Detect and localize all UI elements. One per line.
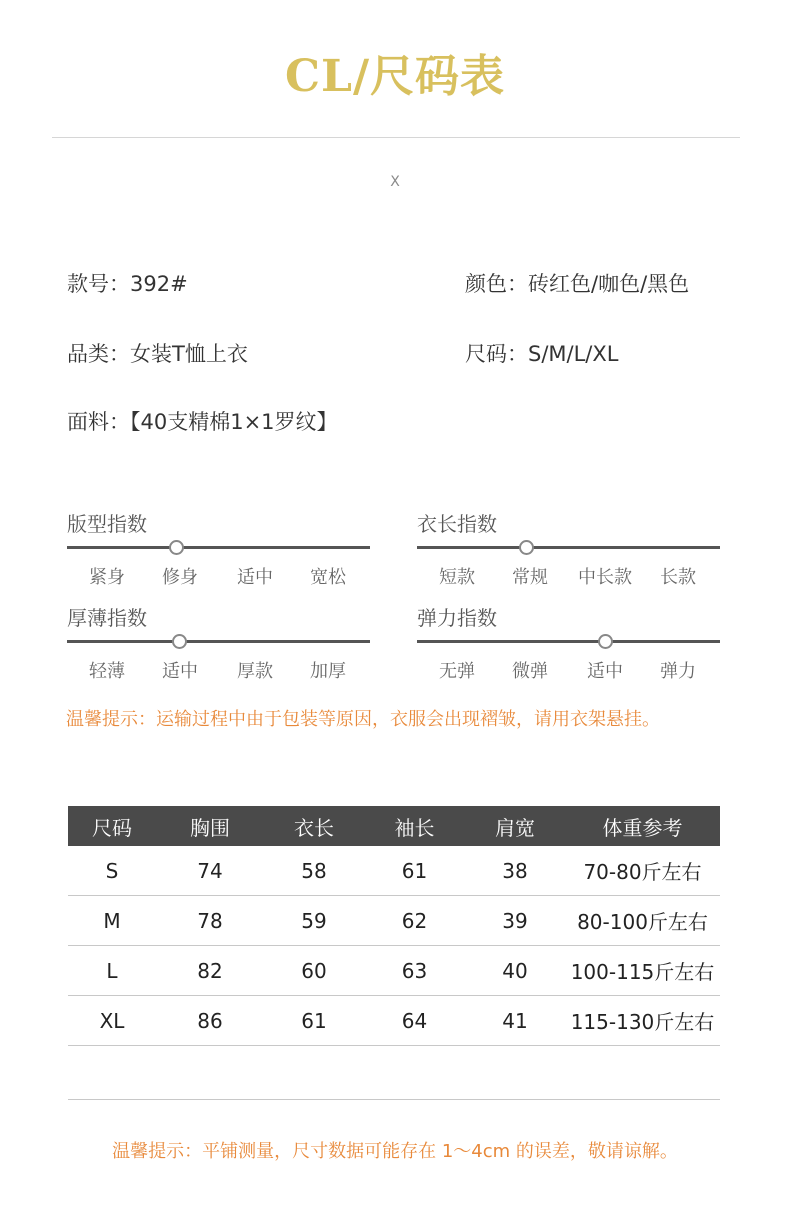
table-header: 体重参考 bbox=[565, 806, 720, 846]
scale-indicator bbox=[169, 540, 184, 555]
table-cell: 74 bbox=[156, 846, 264, 896]
scale-option: 宽松 bbox=[310, 567, 346, 588]
elasticity-index-scale bbox=[417, 602, 722, 682]
table-cell: 61 bbox=[364, 846, 465, 896]
table-cell: 41 bbox=[465, 996, 565, 1046]
scale-option: 加厚 bbox=[310, 661, 346, 682]
scale-track bbox=[67, 640, 370, 643]
scale-option: 微弹 bbox=[512, 661, 548, 682]
table-cell: 63 bbox=[364, 946, 465, 996]
category: 品类：女装T恤上衣 bbox=[67, 342, 248, 366]
table-cell: 70-80斤左右 bbox=[565, 846, 720, 896]
table-cell: 62 bbox=[364, 896, 465, 946]
page-title: CL/尺码表 bbox=[284, 51, 506, 102]
measurement-tip: 温馨提示：平铺测量，尺寸数据可能存在 1～4cm 的误差，敬请谅解。 bbox=[112, 1141, 678, 1162]
thickness-index-scale bbox=[67, 602, 372, 682]
table-header-row bbox=[68, 806, 720, 846]
scale-indicator bbox=[519, 540, 534, 555]
table-cell: 39 bbox=[465, 896, 565, 946]
table-cell: 78 bbox=[156, 896, 264, 946]
scale-name: 衣长指数 bbox=[417, 512, 497, 536]
table-cell: 40 bbox=[465, 946, 565, 996]
scale-track bbox=[417, 640, 720, 643]
table-row bbox=[68, 846, 720, 896]
scale-option: 适中 bbox=[587, 661, 623, 682]
size-table bbox=[68, 806, 720, 1046]
table-divider bbox=[68, 1099, 720, 1100]
shipping-tip: 温馨提示：运输过程中由于包装等原因，衣服会出现褶皱，请用衣架悬挂。 bbox=[66, 709, 660, 730]
scale-option: 厚款 bbox=[237, 661, 273, 682]
scale-track bbox=[67, 546, 370, 549]
scale-option: 适中 bbox=[237, 567, 273, 588]
scale-option: 紧身 bbox=[89, 567, 125, 588]
size-options: 尺码：S/M/L/XL bbox=[465, 342, 619, 366]
table-cell: 82 bbox=[156, 946, 264, 996]
table-cell: 86 bbox=[156, 996, 264, 1046]
table-row bbox=[68, 946, 720, 996]
scale-option: 短款 bbox=[439, 567, 475, 588]
scale-option: 长款 bbox=[660, 567, 696, 588]
table-row bbox=[68, 896, 720, 946]
scale-option: 适中 bbox=[162, 661, 198, 682]
color-options: 颜色：砖红色/咖色/黑色 bbox=[465, 272, 690, 296]
table-cell: 100-115斤左右 bbox=[565, 946, 720, 996]
center-mark: X bbox=[390, 174, 400, 190]
scale-track bbox=[417, 546, 720, 549]
scale-name: 弹力指数 bbox=[417, 606, 497, 630]
scale-name: 版型指数 bbox=[67, 512, 147, 536]
table-cell: 80-100斤左右 bbox=[565, 896, 720, 946]
table-header: 衣长 bbox=[264, 806, 364, 846]
table-cell: L bbox=[68, 946, 156, 996]
scale-name: 厚薄指数 bbox=[67, 606, 147, 630]
length-index-scale bbox=[417, 508, 722, 588]
table-header: 尺码 bbox=[68, 806, 156, 846]
scale-indicator bbox=[172, 634, 187, 649]
table-cell: XL bbox=[68, 996, 156, 1046]
table-cell: M bbox=[68, 896, 156, 946]
table-header: 袖长 bbox=[364, 806, 465, 846]
title-divider bbox=[52, 137, 740, 138]
scale-option: 修身 bbox=[162, 567, 198, 588]
scale-indicator bbox=[598, 634, 613, 649]
table-cell: 60 bbox=[264, 946, 364, 996]
table-row bbox=[68, 996, 720, 1046]
table-cell: 115-130斤左右 bbox=[565, 996, 720, 1046]
table-header: 胸围 bbox=[156, 806, 264, 846]
fabric: 面料：【40支精棉1×1罗纹】 bbox=[67, 410, 338, 434]
scale-option: 弹力 bbox=[660, 661, 696, 682]
scale-option: 中长款 bbox=[578, 567, 632, 588]
fit-index-scale bbox=[67, 508, 372, 588]
scale-option: 常规 bbox=[512, 567, 548, 588]
table-cell: S bbox=[68, 846, 156, 896]
table-cell: 59 bbox=[264, 896, 364, 946]
table-cell: 38 bbox=[465, 846, 565, 896]
scale-option: 轻薄 bbox=[89, 661, 125, 682]
table-header: 肩宽 bbox=[465, 806, 565, 846]
scale-option: 无弹 bbox=[439, 661, 475, 682]
table-cell: 58 bbox=[264, 846, 364, 896]
style-number: 款号：392# bbox=[67, 272, 188, 296]
table-cell: 61 bbox=[264, 996, 364, 1046]
table-cell: 64 bbox=[364, 996, 465, 1046]
